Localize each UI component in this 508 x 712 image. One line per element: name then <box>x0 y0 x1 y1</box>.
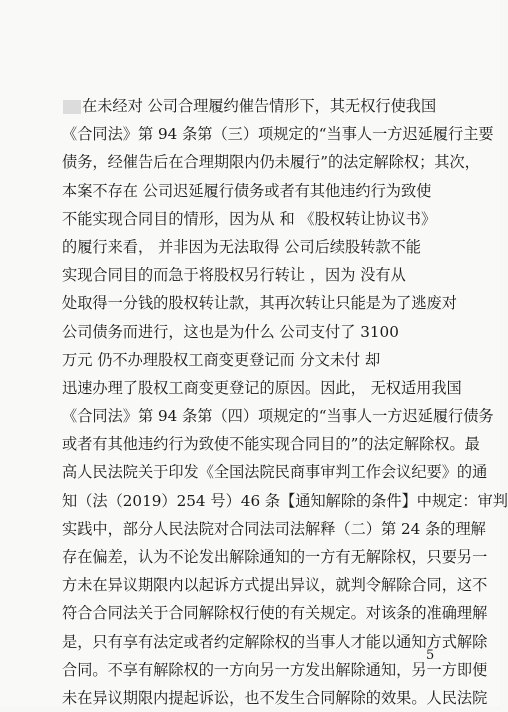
text-line: 本案不存在 公司迟延履行债务或者有其他违约行为致使 <box>62 181 432 200</box>
text-line: 处取得一分钱的股权转让款，其再次转让只能是为了逃废对 <box>62 294 457 313</box>
text-line: 高人民法院关于印发《全国法院民商事审判工作会议纪要》的通 <box>62 463 488 482</box>
text-line: 债务，经催告后在合理期限内仍未履行”的法定解除权；其次， <box>62 153 480 172</box>
text-line: 方未在异议期限内以起诉方式提出异议，就判令解除合同，这不 <box>62 576 488 595</box>
text-line: 公司债务而进行，这也是为什么 公司支付了 3100 <box>62 322 399 341</box>
text-line: 实践中，部分人民法院对合同法司法解释（二）第 24 条的理解 <box>62 519 486 538</box>
text-line: 迅速办理了股权工商变更登记的原因。因此， 无权适用我国 <box>62 378 462 397</box>
text-line: 的履行来看， 并非因为无法取得 公司后续股转款不能 <box>62 237 421 256</box>
text-line: 存在偏差，认为不论发出解除通知的一方有无解除权，只要另一 <box>62 548 488 566</box>
text-line: 符合合同法关于合同解除权行使的有关规定。对该条的准确理解 <box>62 604 488 623</box>
text-line: 知（法（2019）254 号）46 条【通知解除的条件】中规定：审判 <box>62 491 508 510</box>
text-line: 万元 仍不办理股权工商变更登记而 分文未付 却 <box>62 350 381 369</box>
text-line: 合同。不享有解除权的一方向另一方发出解除通知，另一方即便 <box>62 660 488 679</box>
text-line: 不能实现合同目的情形，因为从 和 《股权转让协议书》 <box>62 209 437 228</box>
text-line: 实现合同目的而急于将股权另行转让 ，因为 没有从 <box>62 266 406 285</box>
body-text <box>62 92 508 712</box>
text-line: 或者有其他违约行为致使不能实现合同目的”的法定解除权。最 <box>62 435 480 454</box>
text-line: 《合同法》第 94 条第（三）项规定的“当事人一方迟延履行主要 <box>62 125 494 144</box>
text-line: 是，只有享有法定或者约定解除权的当事人才能以通知方式解除 <box>62 632 488 651</box>
text-line: 未在异议期限内提起诉讼，也不发生合同解除的效果。人民法院 <box>62 688 488 707</box>
text-line: 《合同法》第 94 条第（四）项规定的“当事人一方迟延履行债务 <box>62 407 494 426</box>
text-line: 在未经对 公司合理履约催告情形下，其无权行使我国 <box>62 92 450 120</box>
page-number: 5 <box>426 648 435 663</box>
